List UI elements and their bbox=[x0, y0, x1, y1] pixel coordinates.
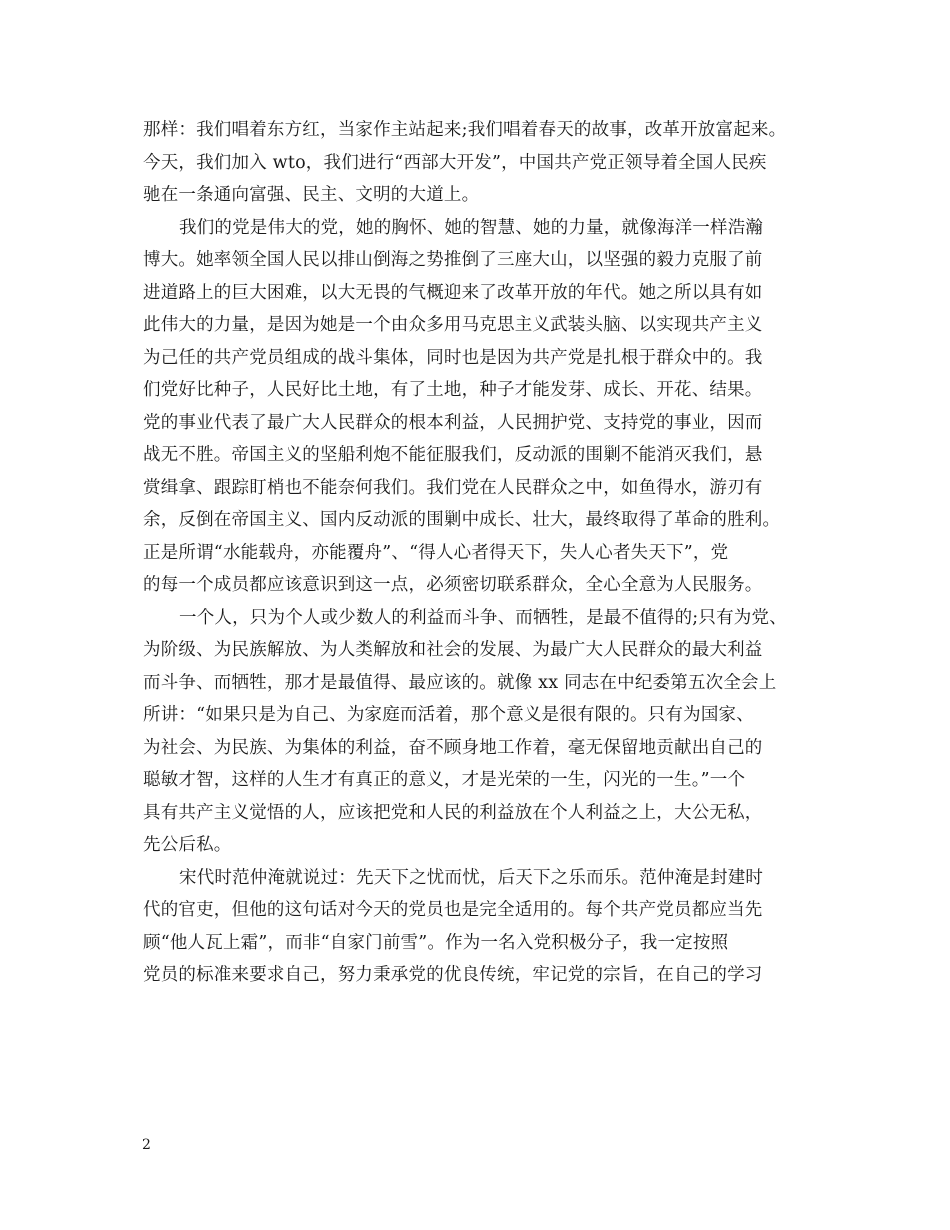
text-line: 聪敏才智，这样的人生才有真正的意义，才是光荣的一生，闪光的一生。”一个 bbox=[143, 770, 746, 790]
text-line: 为社会、为民族、为集体的利益，奋不顾身地工作着，毫无保留地贡献出自己的 bbox=[143, 737, 763, 758]
text-line: 党员的标准来要求自己，努力秉承党的优良传统，牢记党的宗旨，在自己的学习 bbox=[143, 965, 763, 985]
paragraph-start-line: 宋代时范仲淹就说过：先天下之忧而忧，后天下之乐而乐。范仲淹是封建时 bbox=[179, 867, 764, 888]
paragraph-start-line: 我们的党是伟大的党，她的胸怀、她的智慧、她的力量，就像海洋一样浩瀚 bbox=[179, 217, 764, 238]
text-line: 博大。她率领全国人民以排山倒海之势推倒了三座大山，以坚强的毅力克服了前 bbox=[143, 250, 763, 270]
text-line: 顾“他人瓦上霜”，而非“自家门前雪”。作为一名入党积极分子，我一定按照 bbox=[143, 932, 729, 953]
body-text bbox=[143, 114, 823, 992]
text-line: 余，反倒在帝国主义、国内反动派的围剿中成长、壮大，最终取得了革命的胜利。 bbox=[143, 510, 781, 530]
text-line: 正是所谓“水能载舟，亦能覆舟”、“得人心者得天下，失人心者失天下”，党 bbox=[143, 542, 729, 563]
text-line: 战无不胜。帝国主义的坚船利炮不能征服我们，反动派的围剿不能消灭我们，悬 bbox=[143, 445, 763, 465]
text-line: 的每一个成员都应该意识到这一点，必须密切联系群众，全心全意为人民服务。 bbox=[143, 575, 763, 595]
page-number: 2 bbox=[142, 1137, 151, 1153]
text-line: 党的事业代表了最广大人民群众的根本利益，人民拥护党、支持党的事业，因而 bbox=[143, 412, 763, 433]
text-line: 进道路上的巨大困难，以大无畏的气概迎来了改革开放的年代。她之所以具有如 bbox=[143, 282, 763, 303]
text-line: 为阶级、为民族解放、为人类解放和社会的发展、为最广大人民群众的最大利益 bbox=[143, 640, 763, 660]
text-line: 驰在一条通向富强、民主、文明的大道上。 bbox=[143, 185, 480, 205]
text-line: 们党好比种子，人民好比土地，有了土地，种子才能发芽、成长、开花、结果。 bbox=[143, 380, 763, 400]
text-line: 赏缉拿、跟踪盯梢也不能奈何我们。我们党在人民群众之中，如鱼得水，游刃有 bbox=[143, 477, 763, 498]
paragraph-start-line: 一个人，只为个人或少数人的利益而斗争、而牺牲，是最不值得的;只有为党、 bbox=[179, 607, 787, 628]
text-line: 今天，我们加入 wto，我们进行“西部大开发”，中国共产党正领导着全国人民疾 bbox=[143, 152, 767, 173]
text-line: 那样：我们唱着东方红，当家作主站起来;我们唱着春天的故事，改革开放富起来。 bbox=[143, 120, 787, 140]
text-line: 而斗争、而牺牲，那才是最值得、最应该的。就像 xx 同志在中纪委第五次全会上 bbox=[143, 672, 777, 693]
text-line: 此伟大的力量，是因为她是一个由众多用马克思主义武装头脑、以实现共产主义 bbox=[143, 315, 763, 335]
text-line: 代的官吏，但他的这句话对今天的党员也是完全适用的。每个共产党员都应当先 bbox=[143, 900, 763, 920]
text-line: 为己任的共产党员组成的战斗集体，同时也是因为共产党是扎根于群众中的。我 bbox=[143, 347, 763, 368]
text-line: 所讲：“如果只是为自己、为家庭而活着，那个意义是很有限的。只有为国家、 bbox=[143, 705, 754, 725]
text-line: 具有共产主义觉悟的人，应该把党和人民的利益放在个人利益之上，大公无私， bbox=[143, 802, 763, 823]
text-line: 先公后私。 bbox=[143, 835, 232, 855]
